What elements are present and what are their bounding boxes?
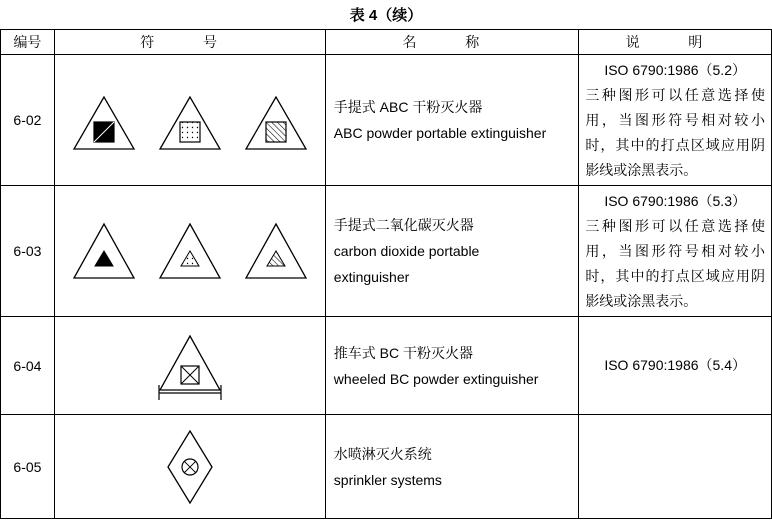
name-cell [325,55,579,186]
diamond-crossed-circle-icon [165,429,215,505]
name-en: ABC powder portable extinguisher [333,125,547,141]
note-cell [579,55,772,186]
header-row [1,30,772,55]
note-cell [579,186,772,317]
wheeled-triangle-crossed-square-icon [155,330,225,402]
row-code: 6-03 [1,186,55,317]
table-row [1,415,772,519]
note-text: 三种图形可以任意选择使用，当图形符号相对较小时，其中的打点区域应用阴影线或涂黑表示。 [585,217,765,309]
note-text: 三种图形可以任意选择使用，当图形符号相对较小时，其中的打点区域应用阴影线或涂黑表示。 [585,86,765,178]
symbol-group [70,216,310,286]
row-code: 6-05 [1,415,55,519]
triangle-dotted-triangle-icon [160,224,220,278]
name-cell [325,317,579,415]
standard-reference: ISO 6790:1986（5.3） [604,192,746,209]
symbol-cell [54,186,325,317]
table-row [1,186,772,317]
symbol-cell [54,415,325,519]
table-row [1,317,772,415]
symbol-cell [54,55,325,186]
row-code: 6-02 [1,55,55,186]
triangle-solid-triangle-icon [74,224,134,278]
symbol-table [0,29,772,519]
triangle-dotted-square-icon [160,97,220,149]
name-zh: 手提式二氧化碳灭火器 [333,217,474,233]
standard-reference: ISO 6790:1986（5.2） [604,61,746,78]
header-code: 编号 [1,30,55,55]
name-cell [325,186,579,317]
triangle-hatched-square-icon [246,97,306,149]
name-cell [325,415,579,519]
row-code: 6-04 [1,317,55,415]
standard-reference: ISO 6790:1986（5.4） [604,357,746,373]
name-en: sprinkler systems [333,471,442,488]
name-zh: 水喷淋灭火系统 [333,445,432,462]
table-row [1,55,772,186]
triangle-solid-square-icon [74,97,134,149]
header-note: 说 明 [579,30,772,55]
name-en-line-2: extinguisher [333,269,410,285]
triangle-hatched-triangle-icon [246,224,306,278]
name-zh: 手提式 ABC 干粉灭火器 [333,99,483,115]
header-name: 名 称 [325,30,579,55]
name-en-line-1: carbon dioxide portable [333,243,480,259]
note-cell-empty [579,415,772,519]
note-cell [579,317,772,415]
table-caption: 表 4（续） [349,7,423,24]
symbol-cell [54,317,325,415]
symbol-group [70,85,310,155]
name-en: wheeled BC powder extinguisher [333,370,539,387]
header-symbol: 符 号 [54,30,325,55]
name-zh: 推车式 BC 干粉灭火器 [333,344,474,361]
